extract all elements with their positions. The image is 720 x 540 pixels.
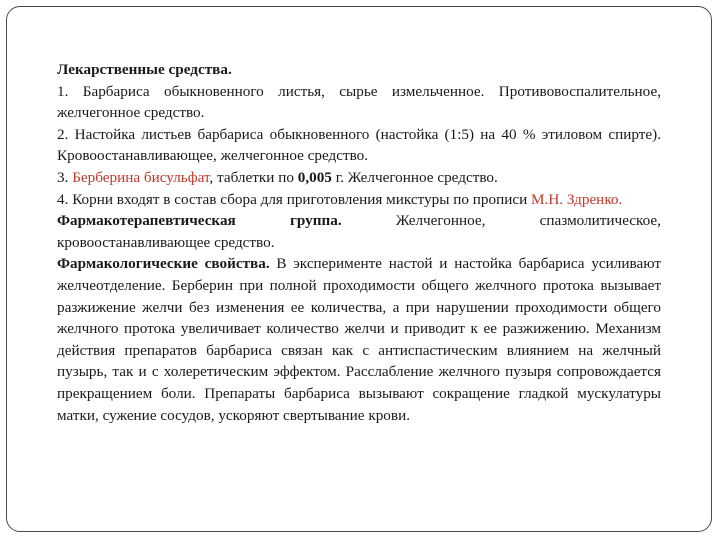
slide-content (57, 59, 661, 426)
pharmacotherapeutic-text: Желчегонное, спазмолитическое, кровоостанавливающее средство. (57, 212, 661, 251)
item-4 (57, 189, 661, 211)
pharmacological-text: В эксперименте настой и настойка барбариса усиливают желчеотделение. Берберин при полной проходимости общего желчного протока вызывает разжижение желчи без изменения ее количества, а при нарушении проходимости общего желчного протока увеличивает количество желчи и приводит к ее разжижению. Механизм действия препаратов барбариса связан как с антиспастическим влиянием на желчный пузырь, так и с холеретическим эффектом. Расслабление желчного пузыря сопровождается прекращением боли. Препараты барбариса вызывают сокращение гладкой мускулатуры матки, сужение сосудов, ускоряют свертывание крови. (57, 255, 661, 424)
author-name: М.Н. Здренко. (531, 190, 623, 208)
slide-frame (6, 6, 712, 532)
item-1: 1. Барбариса обыкновенного листья, сырье измельченное. Противовоспалительное, желчегонное средство. (57, 82, 661, 122)
dose-value: 0,005 (297, 168, 332, 186)
item-4-text: 4. Корни входят в состав сбора для приготовления микстуры по прописи (57, 190, 532, 208)
item-3 (57, 167, 661, 189)
pharmacological-properties (57, 253, 661, 426)
item-2: 2. Настойка листьев барбариса обыкновенного (настойка (1:5) на 40 % этиловом спирте). Кровоостанавливающее, желчегонное средство. (57, 125, 661, 165)
pharmacological-label: Фармакологические свойства. (57, 255, 270, 273)
heading-paragraph (57, 59, 661, 81)
item-3-suffix: г. Желчегонное средство. (331, 168, 498, 186)
pharmacotherapeutic-group (57, 210, 661, 253)
item-3-middle: , таблетки по (209, 168, 298, 186)
pharmacotherapeutic-label: Фармакотерапевтическая группа. (57, 212, 342, 230)
heading: Лекарственные средства. (57, 61, 232, 78)
drug-name: Берберина бисульфат (72, 168, 210, 186)
item-3-prefix: 3. (57, 168, 73, 186)
